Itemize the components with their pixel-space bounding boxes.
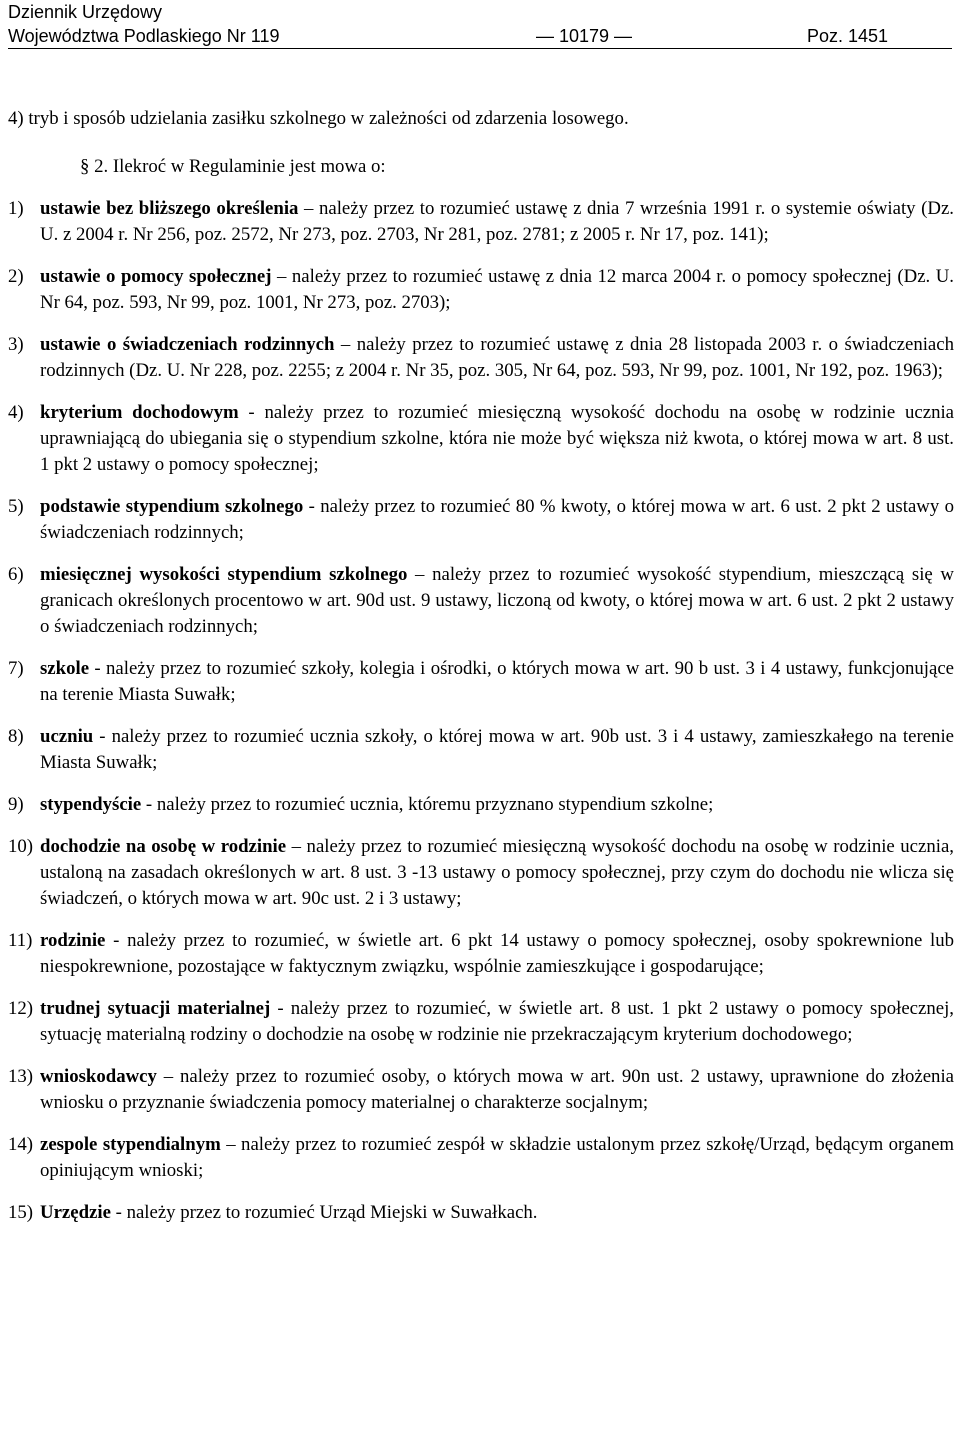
- definition-item: [8, 792, 954, 818]
- definition-number: 2): [8, 266, 24, 287]
- definition-item: [8, 264, 954, 316]
- definition-term: wnioskodawcy: [40, 1066, 157, 1087]
- definition-number: 13): [8, 1066, 34, 1087]
- definition-number: 9): [8, 794, 24, 815]
- definition-number: 1): [8, 198, 24, 219]
- definition-text: [40, 792, 954, 818]
- definition-item: [8, 1064, 954, 1116]
- journal-title: Dziennik Urzędowy: [8, 2, 163, 22]
- definition-body: - należy przez to rozumieć miesięczną wysokość dochodu na osobę w rodzinie ucznia uprawniającą do ubiegania się o stypendium szkolne, która nie może być większa niż kwota, o której mowa w art. 8 ust. 1 pkt 2 ustawy o pomocy społecznej;: [40, 402, 955, 475]
- definition-term: trudnej sytuacji materialnej: [40, 998, 271, 1019]
- definition-term: zespole stypendialnym: [40, 1134, 221, 1155]
- definition-text: [40, 1200, 954, 1226]
- header-rule: [8, 48, 952, 49]
- definition-item: [8, 834, 954, 912]
- definition-term: stypendyście: [40, 794, 142, 815]
- definition-term: rodzinie: [40, 930, 106, 951]
- definition-body: – należy przez to rozumieć ustawę z dnia 7 września 1991 r. o systemie oświaty (Dz. U. z 2004 r. Nr 256, poz. 2572, Nr 273, poz. 2703, Nr 281, poz. 2781; z 2005 r. Nr 17, poz. 141);: [40, 198, 954, 245]
- definition-text: [40, 996, 954, 1048]
- definition-body: – należy przez to rozumieć wysokość stypendium, mieszczącą się w granicach określonych procentowo w art. 90d ust. 9 ustawy, liczoną od kwoty, o której mowa w art. 6 ust. 2 pkt 2 ustawy o świadczeniach rodzinnych;: [40, 564, 954, 637]
- definition-item: [8, 1132, 954, 1184]
- definition-term: szkole: [40, 658, 90, 679]
- journal-subtitle: Województwa Podlaskiego Nr 119: [8, 26, 280, 46]
- definition-term: uczniu: [40, 726, 94, 747]
- definition-item: [8, 996, 954, 1048]
- definition-body: - należy przez to rozumieć Urząd Miejski w Suwałkach.: [110, 1202, 538, 1223]
- definition-term: dochodzie na osobę w rodzinie: [40, 836, 287, 857]
- definition-number: 6): [8, 564, 24, 585]
- definition-text: [40, 400, 954, 478]
- definition-number: 15): [8, 1202, 34, 1223]
- definition-item: [8, 400, 954, 478]
- definition-item: [8, 332, 954, 384]
- definition-number: 5): [8, 496, 24, 517]
- position-number: Poz. 1451: [806, 26, 888, 46]
- definition-body: - należy przez to rozumieć, w świetle art. 6 pkt 14 ustawy o pomocy społecznej, osoby spokrewnione lub niespokrewnione, pozostające w faktycznym związku, wspólnie zamieszkujące i gospodarujące;: [40, 930, 954, 977]
- definition-body: – należy przez to rozumieć ustawę z dnia 12 marca 2004 r. o pomocy społecznej (Dz. U. Nr 64, poz. 593, Nr 99, poz. 1001, Nr 273, poz. 2703);: [40, 266, 954, 313]
- definition-text: [40, 656, 954, 708]
- definition-term: ustawie o pomocy społecznej: [40, 266, 272, 287]
- definition-number: 12): [8, 998, 34, 1019]
- definition-number: 4): [8, 402, 24, 423]
- definition-body: – należy przez to rozumieć osoby, o których mowa w art. 90n ust. 2 ustawy, uprawnione do złożenia wniosku o przyznanie świadczenia pomocy materialnej o charakterze socjalnym;: [40, 1066, 954, 1113]
- definition-term: kryterium dochodowym: [40, 402, 239, 423]
- definition-number: 11): [8, 930, 33, 951]
- definition-item: [8, 1200, 954, 1226]
- page-number: — 10179 —: [536, 26, 633, 46]
- definition-text: [40, 928, 954, 980]
- definition-term: podstawie stypendium szkolnego: [40, 496, 304, 517]
- definition-text: [40, 1064, 954, 1116]
- definition-item: [8, 656, 954, 708]
- definitions-list: [8, 196, 954, 1226]
- section-heading: § 2. Ilekroć w Regulaminie jest mowa o:: [80, 156, 386, 177]
- definition-item: [8, 494, 954, 546]
- definition-item: [8, 196, 954, 248]
- definition-number: 3): [8, 334, 24, 355]
- page-header: [8, 0, 952, 60]
- definition-text: [40, 834, 954, 912]
- definition-text: [40, 494, 954, 546]
- definition-number: 8): [8, 726, 24, 747]
- intro-paragraph: 4) tryb i sposób udzielania zasiłku szkolnego w zależności od zdarzenia losowego.: [8, 108, 629, 129]
- definition-body: – należy przez to rozumieć miesięczną wysokość dochodu na osobę w rodzinie ucznia, ustaloną na zasadach określonych w art. 8 ust. 3 -13 ustawy o pomocy społecznej, przy czym do dochodu nie wlicza się świadczeń, o których mowa w art. 90c ust. 2 i 3 ustawy;: [40, 836, 954, 909]
- definition-item: [8, 562, 954, 640]
- definition-term: ustawie bez bliższego określenia: [40, 198, 299, 219]
- definition-text: [40, 264, 954, 316]
- definition-text: [40, 196, 954, 248]
- definition-body: - należy przez to rozumieć szkoły, kolegia i ośrodki, o których mowa w art. 90 b ust. 3 i 4 ustawy, funkcjonujące na terenie Miasta Suwałk;: [40, 658, 954, 705]
- definition-text: [40, 724, 954, 776]
- definition-item: [8, 928, 954, 980]
- definition-number: 14): [8, 1134, 34, 1155]
- definition-body: – należy przez to rozumieć zespół w składzie ustalonym przez szkołę/Urząd, będącym organem opiniującym wnioski;: [40, 1134, 955, 1181]
- definition-body: - należy przez to rozumieć ucznia, któremu przyznano stypendium szkolne;: [141, 794, 714, 815]
- definition-term: miesięcznej wysokości stypendium szkolnego: [40, 564, 408, 585]
- definition-body: - należy przez to rozumieć, w świetle art. 8 ust. 1 pkt 2 ustawy o pomocy społecznej, sytuację materialną rodziny o dochodzie na osobę w rodzinie nie przekraczającym kryterium dochodowego;: [40, 998, 954, 1045]
- definition-body: – należy przez to rozumieć ustawę z dnia 28 listopada 2003 r. o świadczeniach rodzinnych (Dz. U. Nr 228, poz. 2255; z 2004 r. Nr 35, poz. 305, Nr 64, poz. 593, Nr 99, poz. 1001, Nr 192, poz. 1963);: [40, 334, 954, 381]
- definition-text: [40, 1132, 954, 1184]
- document-body: [8, 106, 954, 1242]
- definition-text: [40, 562, 954, 640]
- definition-text: [40, 332, 954, 384]
- definition-body: - należy przez to rozumieć ucznia szkoły, o której mowa w art. 90b ust. 3 i 4 ustawy, zamieszkałego na terenie Miasta Suwałk;: [40, 726, 954, 773]
- definition-term: Urzędzie: [40, 1202, 111, 1223]
- header-line2: [8, 24, 952, 48]
- definition-number: 7): [8, 658, 24, 679]
- definition-body: - należy przez to rozumieć 80 % kwoty, o której mowa w art. 6 ust. 2 pkt 2 ustawy o świadczeniach rodzinnych;: [40, 496, 954, 543]
- definition-item: [8, 724, 954, 776]
- definition-term: ustawie o świadczeniach rodzinnych: [40, 334, 335, 355]
- definition-number: 10): [8, 836, 34, 857]
